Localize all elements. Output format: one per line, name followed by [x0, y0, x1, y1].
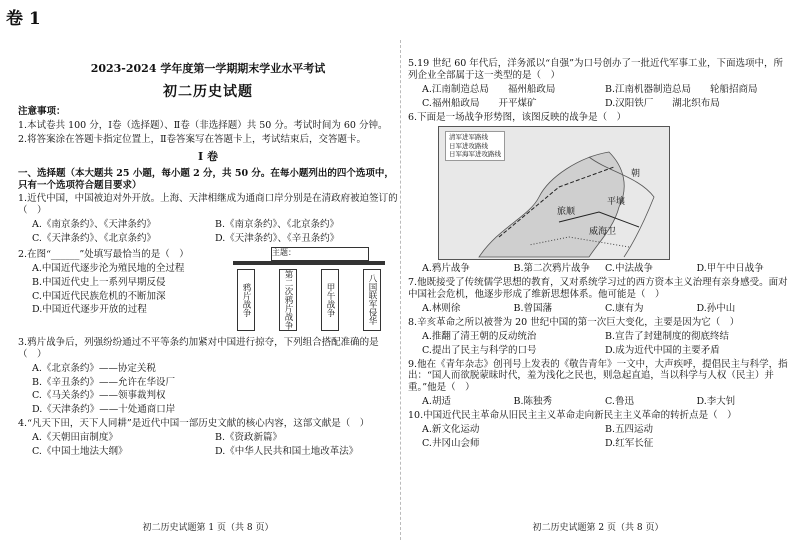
q1-option-c: C.《天津条约》、《北京条约》: [32, 233, 156, 244]
q1-option-d: D.《天津条约》、《辛丑条约》: [215, 233, 340, 244]
q9-option-d: D.李大钊: [696, 396, 736, 408]
q3-option-c: C.《马关条约》——领事裁判权: [32, 390, 166, 402]
q8-option-b: B.宣告了封建制度的彻底终结: [605, 330, 730, 342]
q7-option-a: A.林则徐: [422, 303, 461, 314]
map-label-weihaiwei: 威海卫: [589, 227, 617, 238]
q8-option-a: A.推翻了清王朝的反动统治: [422, 330, 537, 342]
legend-item-2: 日军进攻路线: [449, 141, 488, 150]
q9-option-a: A.胡适: [422, 396, 451, 408]
q3-option-d: D.《天津条约》——十处通商口岸: [32, 404, 176, 416]
diagram-box-4: 八国联军侵华: [363, 269, 381, 331]
question-8: 8.辛亥革命之所以被誉为 20 世纪中国的第一次巨大变化，主要是因为它（ ）: [408, 316, 740, 328]
q7-option-b: B.曾国藩: [513, 303, 553, 314]
q2-option-b: B.中国近代史上一系列早期反侵: [32, 276, 166, 288]
q10-option-b: B.五四运动: [605, 423, 654, 435]
q2-option-d: D.中国近代逐步开放的过程: [32, 304, 147, 316]
q4-option-d: D.《中华人民共和国土地改革法》: [215, 445, 359, 457]
q9-option-b: B.陈独秀: [513, 396, 553, 408]
war-map: [438, 126, 670, 260]
q7-option-d: D.孙中山: [696, 303, 736, 314]
q4-option-c: C.《中国土地法大纲》: [32, 445, 128, 457]
q5-option-c: C.福州船政局 开平煤矿: [422, 97, 537, 109]
question-7: 7.他既接受了传统儒学思想的教育，又对系统学习过的西方资本主义治理有亲身感受。面对中国社会危机，他逐步形成了维新思想体系。他可能是（ ）: [408, 277, 788, 301]
question-3: 3.鸦片战争后，列强纷纷通过不平等条约加紧对中国进行掠夺，下列组合搭配准确的是（ ）: [18, 336, 379, 360]
diagram-box-1: 鸦片战争: [237, 269, 255, 331]
question-4: 4.“凡天下田，天下人同耕”是近代中国一部历史文献的核心内容，这部文献是（ ）: [18, 418, 370, 430]
legend-item-1: 清军进军路线: [449, 133, 488, 142]
q5-option-a: A.江南制造总局 福州船政局: [422, 83, 556, 95]
q8-option-c: C.提出了民主与科学的口号: [422, 344, 537, 356]
map-label-korea: 朝: [631, 169, 641, 180]
theme-diagram: [223, 247, 393, 335]
q6-option-c: C.中法战争: [605, 263, 653, 275]
diagram-bar: [233, 261, 385, 265]
left-footer: 初二历史试题第 1 页（共 8 页）: [142, 522, 274, 533]
q4-option-a: A.《天朝田亩制度》: [32, 432, 118, 443]
q9-option-c: C.鲁迅: [605, 396, 634, 408]
exam-title: 2023-2024 学年度第一学期期末学业水平考试: [90, 62, 326, 75]
q3-option-b: B.《辛丑条约》——允许在华设厂: [32, 376, 176, 388]
diagram-box-2: 第二次鸦片战争: [279, 269, 297, 331]
q10-option-a: A.新文化运动: [422, 423, 480, 435]
map-label-lushun: 旅顺: [557, 207, 576, 218]
q1-option-b: B.《南京条约》、《北京条约》: [215, 219, 340, 231]
q10-option-c: C.井冈山会师: [422, 437, 480, 449]
question-2-block: [18, 247, 398, 335]
map-legend: [445, 131, 505, 160]
q6-option-a: A.鸦片战争: [422, 263, 470, 275]
q5-option-d: D.汉阳铁厂 湖北织布局: [605, 97, 720, 109]
question-5: 5.19 世纪 60 年代后，洋务派以“自强”为口号创办了一批近代军事工业，下面选项中，所列企业全部属于这一类型的是（ ）: [408, 58, 784, 81]
question-9: 9.他在《青年杂志》创刊号上发表的《敬告青年》一文中，大声疾呼，提倡民主与科学，指出：“国人而欲脱蒙昧时代，羞为浅化之民也，则急起直追，当以科学与人权（民主）并重。”他是（ ）: [408, 358, 788, 394]
q6-option-d: D.甲午中日战争: [696, 263, 764, 275]
q2-option-c: C.中国近代民族危机的不断加深: [32, 290, 166, 302]
section-heading: Ⅰ 卷: [198, 149, 218, 163]
q2-option-a: A.中国近代逐步沦为殖民地的全过程: [32, 262, 185, 274]
question-10: 10.中国近代民主革命从旧民主主义革命走向新民主主义革命的转折点是（ ）: [408, 410, 737, 421]
right-footer: 初二历史试题第 2 页（共 8 页）: [532, 522, 664, 533]
part-intro: 一、选择题（本大题共 25 小题，每小题 2 分，共 50 分。在每小题列出的四个选项中，只有一个选项符合题目要求）: [18, 167, 394, 191]
subject-title: 初二历史试题: [163, 83, 253, 100]
q1-option-a: A.《南京条约》、《天津条约》: [32, 219, 156, 231]
right-page: [408, 40, 788, 540]
q6-option-b: B.第二次鸦片战争: [513, 263, 591, 275]
question-2: 2.在图“______”处填写最恰当的是（ ）: [18, 248, 189, 260]
note-1: 1.本试卷共 100 分，Ⅰ卷（选择题）、Ⅱ卷（非选择题）共 50 分。考试时间为 60 分钟。: [18, 120, 388, 132]
notes-heading: 注意事项：: [18, 106, 66, 118]
q5-option-b: B.江南机器制造总局 轮船招商局: [605, 83, 758, 95]
page-divider: [400, 40, 401, 540]
map-label-pyongyang: 平壤: [607, 197, 626, 208]
q3-option-a: A.《北京条约》——协定关税: [32, 362, 156, 374]
left-page: [18, 40, 398, 540]
q10-option-d: D.红军长征: [605, 437, 654, 449]
q8-option-d: D.成为近代中国的主要矛盾: [605, 344, 720, 356]
legend-item-3: 日军海军进攻路线: [449, 150, 501, 159]
diagram-title: 主题：: [271, 247, 369, 261]
q7-option-c: C.康有为: [605, 303, 644, 314]
question-1: 1.近代中国，中国被迫对外开放。上海、天津相继成为通商口岸分别是在清政府被迫签订的（ ）: [18, 193, 398, 217]
diagram-box-3: 甲午战争: [321, 269, 339, 331]
paper-tag: 卷 1: [6, 9, 41, 29]
question-6: 6.下面是一场战争形势图，该图反映的战争是（ ）: [408, 111, 627, 123]
note-2: 2.将答案涂在答题卡指定位置上，Ⅱ卷答案写在答题卡上，考试结束后，交答题卡。: [18, 134, 367, 145]
q4-option-b: B.《资政新篇》: [215, 432, 283, 443]
